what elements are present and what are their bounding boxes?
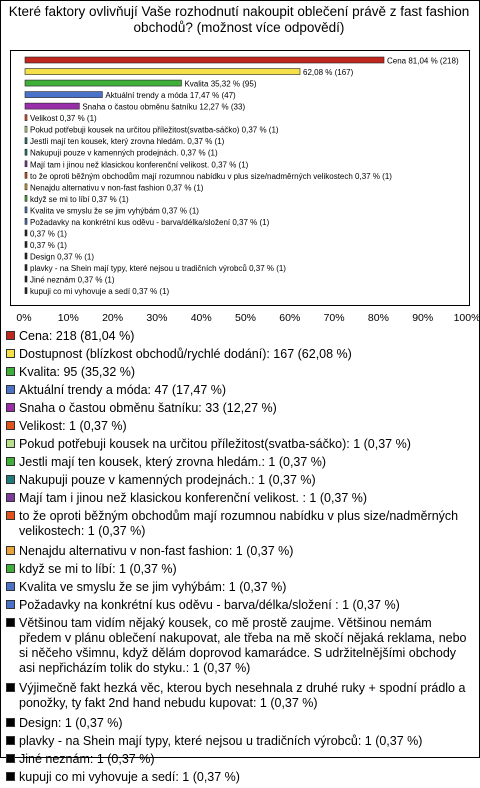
legend-label: Jiné neznám: 1 (0,37 %) [19,752,155,766]
legend [6,329,474,788]
legend-swatch [6,493,15,502]
bar-label-11: Nenajdu alternativu v non-fast fashion 0,37 % (1) [30,183,204,193]
bar-20 [25,288,27,294]
legend-label: Většinou tam vidím nějaký kousek, co mě prostě zaujme. Většinou nemám předem v plánu oblečení nakupovat, ale třeba na mě skočí nějaká reklama, nebo si něčeho všimnu, když dělám doprovod kamarádce. S udržitelnějšími obchody asi nepřicházím tolik do styku.: 1 (0,37 %) [19,616,467,675]
legend-swatch [6,600,15,609]
bar-5 [25,115,27,121]
x-tick-label: 0% [16,312,32,324]
legend-label: Požadavky na konkrétní kus oděvu - barva/délka/složení : 1 (0,37 %) [19,598,400,612]
legend-item [6,383,474,398]
x-tick-label: 10% [57,312,79,324]
legend-item [6,329,474,344]
legend-swatch [6,718,15,727]
x-tick-label: 40% [190,312,212,324]
bar-13 [25,207,27,213]
legend-label: Kvalita: 95 (35,32 %) [19,365,136,379]
legend-item [6,473,474,488]
legend-swatch [6,331,15,340]
bar-9 [25,161,27,167]
legend-item [6,716,474,731]
bar-10 [25,172,27,178]
bar-label-2: Kvalita 35,32 % (95) [184,79,257,89]
legend-label: Pokud potřebuji kousek na určitou příležitost(svatba-sáčko): 1 (0,37 %) [19,437,411,451]
legend-swatch [6,403,15,412]
legend-swatch [6,546,15,555]
legend-item [6,491,474,506]
legend-item [6,419,474,434]
legend-item [6,347,474,362]
x-tick-label: 70% [323,312,345,324]
x-tick-label: 20% [102,312,124,324]
legend-item [6,365,474,380]
bar-12 [25,195,27,201]
x-tick-label: 100% [453,312,480,324]
x-tick-label: 90% [412,312,434,324]
legend-label: Aktuální trendy a móda: 47 (17,47 %) [19,383,227,397]
legend-item [6,437,474,452]
bar-label-17: Design 0,37 % (1) [30,252,95,262]
legend-swatch [6,683,15,692]
bar-label-12: když se mi to líbí 0,37 % (1) [30,194,129,204]
bar-2 [25,80,181,86]
legend-label: Nenajdu alternativu v non-fast fashion: 1 (0,37 %) [19,544,294,558]
bar-8 [25,149,27,155]
x-tick-label: 50% [234,312,257,324]
bar-1 [25,69,300,75]
x-tick-label: 30% [146,312,168,324]
legend-swatch [6,457,15,466]
legend-item [6,752,474,767]
bar-label-15: 0,37 % (1) [30,229,67,239]
legend-item [6,580,474,595]
legend-label: Mají tam i jinou než klasickou konferenční velikost. : 1 (0,37 %) [19,491,368,505]
legend-swatch [6,582,15,591]
bar-label-0: Cena 81,04 % (218) [387,56,459,66]
legend-label: když se mi to líbí: 1 (0,37 %) [19,562,177,576]
legend-label: Snaha o častou obměnu šatníku: 33 (12,27 %) [19,401,277,415]
bar-17 [25,253,27,259]
bar-3 [25,92,102,98]
legend-swatch [6,367,15,376]
legend-item [6,509,474,539]
legend-item [6,401,474,416]
bar-11 [25,184,27,190]
legend-swatch [6,564,15,573]
bar-label-1: 62,08 % (167) [303,68,354,78]
legend-swatch [6,475,15,484]
x-tick-label: 80% [367,312,389,324]
legend-label: plavky - na Shein mají typy, které nejsou u tradičních výrobců: 1 (0,37 %) [19,734,423,748]
legend-label: Jestli mají ten kousek, který zrovna hledám.: 1 (0,37 %) [19,455,327,469]
legend-item [6,681,474,711]
legend-swatch [6,385,15,394]
legend-label: Cena: 218 (81,04 %) [19,329,135,343]
bar-label-19: Jiné neznám 0,37 % (1) [30,275,115,285]
legend-swatch [6,439,15,448]
bar-label-9: Mají tam i jinou než klasickou konferenční velikost. 0,37 % (1) [30,160,249,170]
bar-0 [25,57,384,63]
bar-label-6: Pokud potřebuji kousek na určitou příležitost(svatba-sáčko) 0,37 % (1) [30,125,279,135]
bar-15 [25,230,27,236]
legend-swatch [6,772,15,781]
bar-16 [25,241,27,247]
legend-label: Velikost: 1 (0,37 %) [19,419,127,433]
bar-label-16: 0,37 % (1) [30,240,67,250]
legend-item [6,562,474,577]
bar-7 [25,138,27,144]
legend-item [6,616,474,676]
bar-14 [25,218,27,224]
bar-label-7: Jestli mají ten kousek, který zrovna hledám. 0,37 % (1) [30,137,225,147]
bar-label-20: kupuji co mi vyhovuje a sedí 0,37 % (1) [30,287,170,297]
legend-label: Design: 1 (0,37 %) [19,716,123,730]
legend-label: Nakupuji pouze v kamenných prodejnách.: 1 (0,37 %) [19,473,316,487]
legend-swatch [6,618,15,627]
bar-19 [25,276,27,282]
bar-label-13: Kvalita ve smyslu že se jim vyhýbám 0,37 % (1) [30,206,199,216]
legend-item [6,770,474,785]
bar-4 [25,103,79,109]
legend-label: Dostupnost (blízkost obchodů/rychlé dodání): 167 (62,08 %) [19,347,352,361]
legend-label: to že oproti běžným obchodům mají rozumnou nabídku v plus size/nadměrných velikostech: 1 (0,37 %) [19,509,459,538]
bar-label-8: Nakupuji pouze v kamenných prodejnách. 0,37 % (1) [30,148,218,158]
bar-label-14: Požadavky na konkrétní kus oděvu - barva/délka/složení 0,37 % (1) [30,217,270,227]
legend-label: Výjimečně fakt hezká věc, kterou bych nesehnala z druhé ruky + spodní prádlo a ponožky, ty fakt 2nd hand nebudu kupovat: 1 (0,37 %) [19,681,466,710]
bar-chart-svg [11,51,471,307]
bar-label-10: to že oproti běžným obchodům mají rozumnou nabídku v plus size/nadměrných velikostech 0,37 % (1) [30,171,392,181]
legend-swatch [6,754,15,763]
legend-swatch [6,421,15,430]
legend-item [6,734,474,749]
legend-item [6,544,474,559]
bar-label-3: Aktuální trendy a móda 17,47 % (47) [105,91,236,101]
legend-swatch [6,349,15,358]
legend-item [6,598,474,613]
legend-label: Kvalita ve smyslu že se jim vyhýbám: 1 (0,37 %) [19,580,287,594]
legend-swatch [6,736,15,745]
bar-label-18: plavky - na Shein mají typy, které nejsou u tradičních výrobců 0,37 % (1) [30,264,286,274]
legend-item [6,455,474,470]
x-axis [0,308,480,330]
x-tick-label: 60% [279,312,301,324]
bar-6 [25,126,27,132]
bar-18 [25,265,27,271]
bar-label-4: Snaha o častou obměnu šatníku 12,27 % (33) [82,102,246,112]
chart-title: Které faktory ovlivňují Vaše rozhodnutí nakoupit oblečení právě z fast fashion obchodů? (možnost více odpovědí) [8,4,470,35]
plot-area [10,50,470,306]
legend-label: kupuji co mi vyhovuje a sedí: 1 (0,37 %) [19,770,240,784]
legend-swatch [6,511,15,520]
bar-label-5: Velikost 0,37 % (1) [30,114,97,124]
